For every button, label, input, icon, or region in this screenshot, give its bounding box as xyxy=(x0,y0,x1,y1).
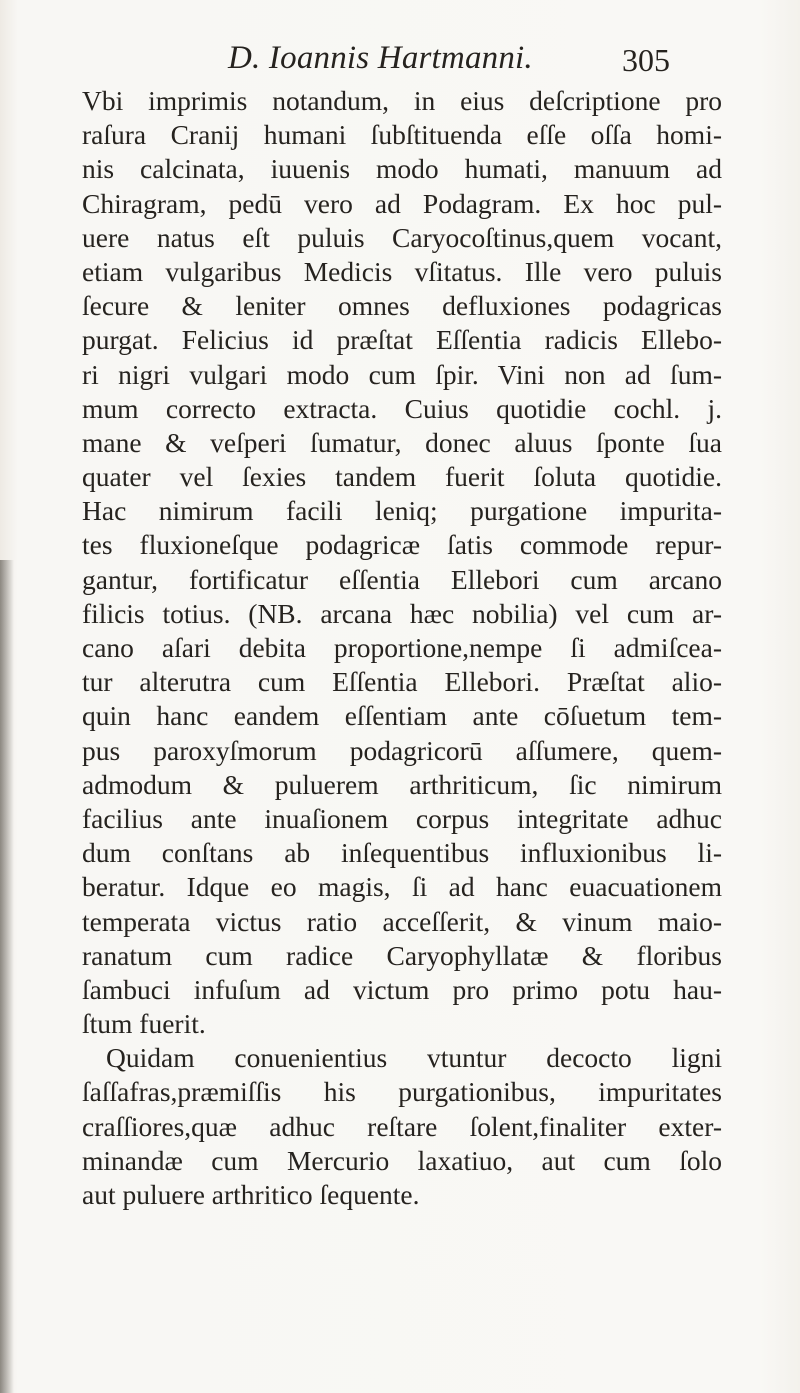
text-line: mum correcto extracta. Cuius quotidie cochl. j. xyxy=(82,392,722,424)
text-line: raſura Cranij humani ſubſtituenda eſſe oſſa homi- xyxy=(82,119,722,151)
text-line: purgat. Felicius id præſtat Eſſentia radicis Ellebo- xyxy=(82,324,722,356)
paragraph-2 xyxy=(82,1041,722,1212)
text-line: ri nigri vulgari modo cum ſpir. Vini non ad ſum- xyxy=(82,358,722,390)
text-line: etiam vulgaribus Medicis vſitatus. Ille vero puluis xyxy=(82,255,722,287)
text-line: ranatum cum radice Caryophyllatæ & floribus xyxy=(82,939,722,971)
text-line: beratur. Idque eo magis, ſi ad hanc euacuationem xyxy=(82,871,722,903)
text-line: tes fluxioneſque podagricæ ſatis commode repur- xyxy=(82,529,722,561)
text-line: Vbi imprimis notandum, in eius deſcriptione pro xyxy=(82,85,722,116)
text-line: ſecure & leniter omnes defluxiones podagricas xyxy=(82,290,722,322)
text-line: ſtum fuerit. xyxy=(82,1008,206,1040)
text-line: dum conſtans ab inſequentibus influxionibus li- xyxy=(82,837,722,869)
text-line: quin hanc eandem eſſentiam ante cōſuetum tem- xyxy=(82,700,722,732)
binding-shadow xyxy=(0,560,14,1393)
text-line: ſaſſafras,præmiſſis his purgationibus, impuritates xyxy=(82,1076,722,1108)
paragraph-1 xyxy=(82,84,722,1041)
text-line: temperata victus ratio acceſſerit, & vinum maio- xyxy=(82,905,722,937)
text-line: Hac nimirum facili leniq; purgatione impurita- xyxy=(82,495,722,527)
text-line: facilius ante inuaſionem corpus integritate adhuc xyxy=(82,802,722,834)
running-head: D. Ioannis Hartmanni. xyxy=(228,40,533,76)
text-line: craſſiores,quæ adhuc reſtare ſolent,finaliter exter- xyxy=(82,1110,722,1142)
page-header xyxy=(0,40,800,84)
text-line: filicis totius. (NB. arcana hæc nobilia) vel cum ar- xyxy=(82,597,722,629)
text-line: minandæ cum Mercurio laxatiuo, aut cum ſolo xyxy=(82,1144,722,1176)
page-number: 305 xyxy=(622,42,670,78)
text-line: pus paroxyſmorum podagricorū aſſumere, quem- xyxy=(82,734,722,766)
text-line: quater vel ſexies tandem fuerit ſoluta quotidie. xyxy=(82,461,722,493)
body-text xyxy=(82,84,722,1212)
text-line: nis calcinata, iuuenis modo humati, manuum ad xyxy=(82,153,722,185)
text-line: Chiragram, pedū vero ad Podagram. Ex hoc pul- xyxy=(82,187,722,219)
text-line: cano aſari debita proportione,nempe ſi admiſcea- xyxy=(82,632,722,663)
text-line: ſambuci infuſum ad victum pro primo potu hau- xyxy=(82,973,722,1005)
text-line: tur alterutra cum Eſſentia Ellebori. Præſtat alio- xyxy=(82,666,722,698)
text-line: aut puluere arthritico ſequente. xyxy=(82,1179,420,1210)
text-line: Quidam conuenientius vtuntur decocto ligni xyxy=(106,1042,722,1074)
text-line: gantur, fortificatur eſſentia Ellebori cum arcano xyxy=(82,563,722,595)
text-line: uere natus eſt puluis Caryocoſtinus,quem vocant, xyxy=(82,221,722,253)
text-line: admodum & puluerem arthriticum, ſic nimirum xyxy=(82,768,722,800)
text-line: mane & veſperi ſumatur, donec aluus ſponte ſua xyxy=(82,426,722,458)
